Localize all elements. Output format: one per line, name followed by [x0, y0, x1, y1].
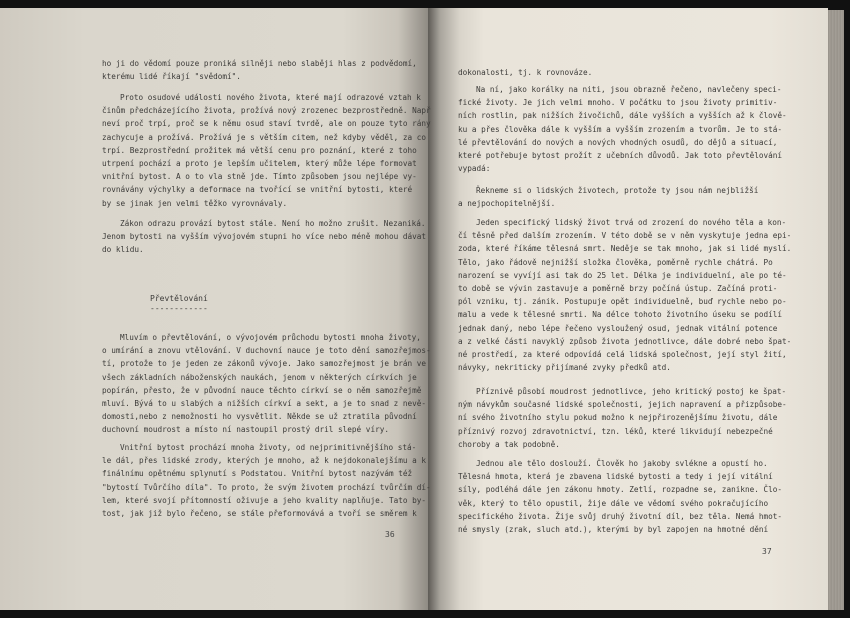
text-line: domosti,nebo z nemožnosti ho vysvětlit. Někde se už ztratila původní [102, 412, 417, 422]
text-line: čí těsně před dalším zrozením. V této době se v něm vyskytuje jedna epi- [458, 231, 792, 241]
text-line: Jednou ale tělo doslouží. Člověk ho jakoby svlékne a opustí ho. [476, 459, 768, 468]
page-number-right: 37 [762, 547, 772, 556]
text-line: Mluvím o převtělování, o vývojovém průchodu bytosti mnoha životy, [120, 333, 421, 342]
text-line: tost, jak již bylo řečeno, se stále přeformovává a tvoří se směrem k [102, 508, 417, 518]
text-line: o umírání a znovu vtělování. V duchovní nauce je toto dění samozřejmos- [102, 346, 431, 356]
left-page-paragraph [102, 217, 426, 257]
text-line: návyky, nekriticky přijímané zvyky předků atd. [458, 363, 671, 373]
right-page-paragraph [458, 216, 791, 374]
text-line: ho ji do vědomí pouze proniká silněji nebo slaběji hlas z podvědomí, [102, 59, 417, 68]
text-line: ným návykům současné lidské společnosti, jejich napravení a přizpůsobe- [458, 400, 787, 410]
chapter-heading: Převtělování [150, 294, 208, 303]
text-line: choroby a tak podobně. [458, 439, 560, 449]
text-line: lé převtělování do nových a nových vhodných osudů, do dějů a situací, [458, 137, 778, 147]
text-line: zoda, které říkáme tělesná smrt. Neděje se tak mnoho, jak si lidé myslí. [458, 244, 792, 254]
text-line: neví proč trpí, proč se k němu osud staví tvrdě, ale on pouze tyto rány [102, 119, 431, 129]
text-line: narození se vyvíjí asi tak do 25 let. Délka je individuelní, ale po té- [458, 270, 787, 280]
text-line: Příznivě působí moudrost jednotlivce, jeho kritický postoj ke špat- [476, 387, 787, 396]
text-line: ních rostlin, pak nižších živočichů, dále vyšších a vyšších až k člově- [458, 111, 787, 121]
page-edges [828, 10, 844, 610]
text-line: fické životy. Je jich velmi mnoho. V počátku to jsou životy primitiv- [458, 98, 778, 108]
text-line: pól vzniku, tj. zánik. Postupuje opět individuelně, buď rychle nebo po- [458, 297, 787, 307]
text-line: jednak daný, nebo lépe řečeno vysloužený osud, jednak vitální potence [458, 323, 778, 333]
text-line: činům předcházejícího života, prožívá nový zrozenec bezprostředně. Např [102, 106, 431, 116]
text-line: to době se vývin zastavuje a poměrně brzy počíná ústup. Začíná proti- [458, 283, 778, 293]
text-line: kterému lidé říkají "svědomí". [102, 72, 241, 82]
text-line: Vnitřní bytost prochází mnoha životy, od nejprimitivnějšího stá- [120, 443, 417, 452]
text-line: utrpení pochází a proto je lepším učitelem, který může lépe formovat [102, 158, 417, 168]
text-line: Tělo, jako řádově nejnižší složka člověka, poměrně rychle chátrá. Po [458, 257, 773, 267]
text-line: popírán, přesto, že v původní nauce těchto církví se o něm samozřejmě [102, 385, 422, 395]
text-line: né prostředí, za které odpovídá celá lidská společnost, její styl žití, [458, 349, 787, 359]
text-line: Tělesná hmota, která je zbavena lidské bytosti a tedy i její vitální [458, 472, 773, 482]
text-line: příznivý rozvoj zdravotnictví, tzn. léků, které likvidují nebezpečné [458, 426, 773, 436]
right-page-paragraph [458, 66, 592, 79]
left-page-paragraph [102, 331, 431, 437]
text-line: Jenom bytosti na vyšším vývojovém stupni ho více nebo méně mohou dávat [102, 232, 426, 242]
text-line: do klidu. [102, 245, 144, 255]
text-line: "bytostí Tvůrčího díla". To proto, že svým životem prochází tvůrčím dí- [102, 482, 431, 492]
left-page-paragraph [102, 441, 431, 520]
text-line: zachycuje a prožívá. Prožívá je s větším citem, než kdyby věděl, za co [102, 132, 426, 142]
text-line: rovnávány výchylky a deformace na tvořící se vnitřní bytosti, které [102, 185, 413, 195]
text-line: trpí. Bezprostřední prožitek má větší cenu pro poznání, které z toho [102, 145, 417, 155]
text-line: Zákon odrazu provází bytost stále. Není ho možno zrušit. Nezaniká. [120, 219, 426, 228]
left-page-paragraph [102, 91, 431, 210]
text-line: Na ní, jako korálky na niti, jsou obrazně řečeno, navlečeny speci- [476, 85, 782, 94]
text-line: vypadá: [458, 164, 491, 174]
right-page-paragraph [458, 184, 758, 210]
text-line: lem, které svojí přítomností oživuje a jeho kvality naplňuje. Tato by- [102, 495, 426, 505]
text-line: ní svého životního stylu pokud možno k nejpřirozenějšímu životu, dále [458, 413, 778, 423]
text-line: věk, který to tělo opustil, žije dále ve vědomí svého pokračujícího [458, 498, 769, 508]
text-line: a z velké části navyklý způsob života jednotlivce, dále dobré nebo špat- [458, 336, 792, 346]
text-line: které potřebuje bytost prožít z učebních důvodů. Jak toto převtělování [458, 150, 782, 160]
text-line: tí, protože to je jeden ze zákonů vývoje. Jako samozřejmost je brán ve [102, 359, 426, 369]
text-line: né smysly (zrak, sluch atd.), kterými by byl zapojen na hmotné dění [458, 524, 769, 534]
text-line: duchovní moudrost a místo ní nastoupil prostý dril slepé víry. [102, 425, 389, 435]
text-line: le dál, přes lidské zrody, kterých je mnoho, až k nejdokonalejšímu a k [102, 456, 426, 466]
text-line: mluví. Bývá to u slabých a nižších církví a sekt, a je to snad z nevě- [102, 398, 426, 408]
text-line: ku a přes člověka dále k vyšším a vyšším zrozením a tvorům. Je to stá- [458, 124, 782, 134]
text-line: malu a vede k tělesné smrti. Na délce tohoto životního úseku se podílí [458, 310, 782, 320]
text-line: všech základních náboženských naukách, jenom v některých církvích je [102, 372, 417, 382]
chapter-heading-underline: ------------ [150, 304, 208, 313]
left-page-paragraph [102, 57, 417, 83]
right-page-paragraph [458, 457, 782, 536]
text-line: vnitřní bytost. A o to vla stně jde. Tímto způsobem jsou nejlépe vy- [102, 172, 417, 182]
text-line: Řekneme si o lidských životech, protože ty jsou nám nejbližší [476, 186, 759, 195]
right-page-paragraph [458, 385, 787, 451]
text-line: dokonalosti, tj. k rovnováze. [458, 68, 593, 77]
text-line: Proto osudové události nového života, které mají odrazové vztah k [120, 93, 421, 102]
text-line: Jeden specifický lidský život trvá od zrození do nového těla a kon- [476, 218, 787, 227]
text-line: by se jinak jen velmi těžko vyrovnávaly. [102, 198, 288, 208]
text-line: síly, podléhá dále jen zákonu hmoty. Zetlí, rozpadne se, zanikne. Člo- [458, 485, 782, 495]
right-page-paragraph [458, 83, 787, 175]
page-number-left: 36 [385, 530, 395, 539]
text-line: finálnímu opětnému splynutí s Podstatou. Vnitřní bytost nazývám též [102, 469, 413, 479]
text-line: a nejpochopitelnější. [458, 199, 556, 209]
text-line: specifického života. Žije svůj druhý životní díl, bez těla. Nemá hmot- [458, 511, 782, 521]
